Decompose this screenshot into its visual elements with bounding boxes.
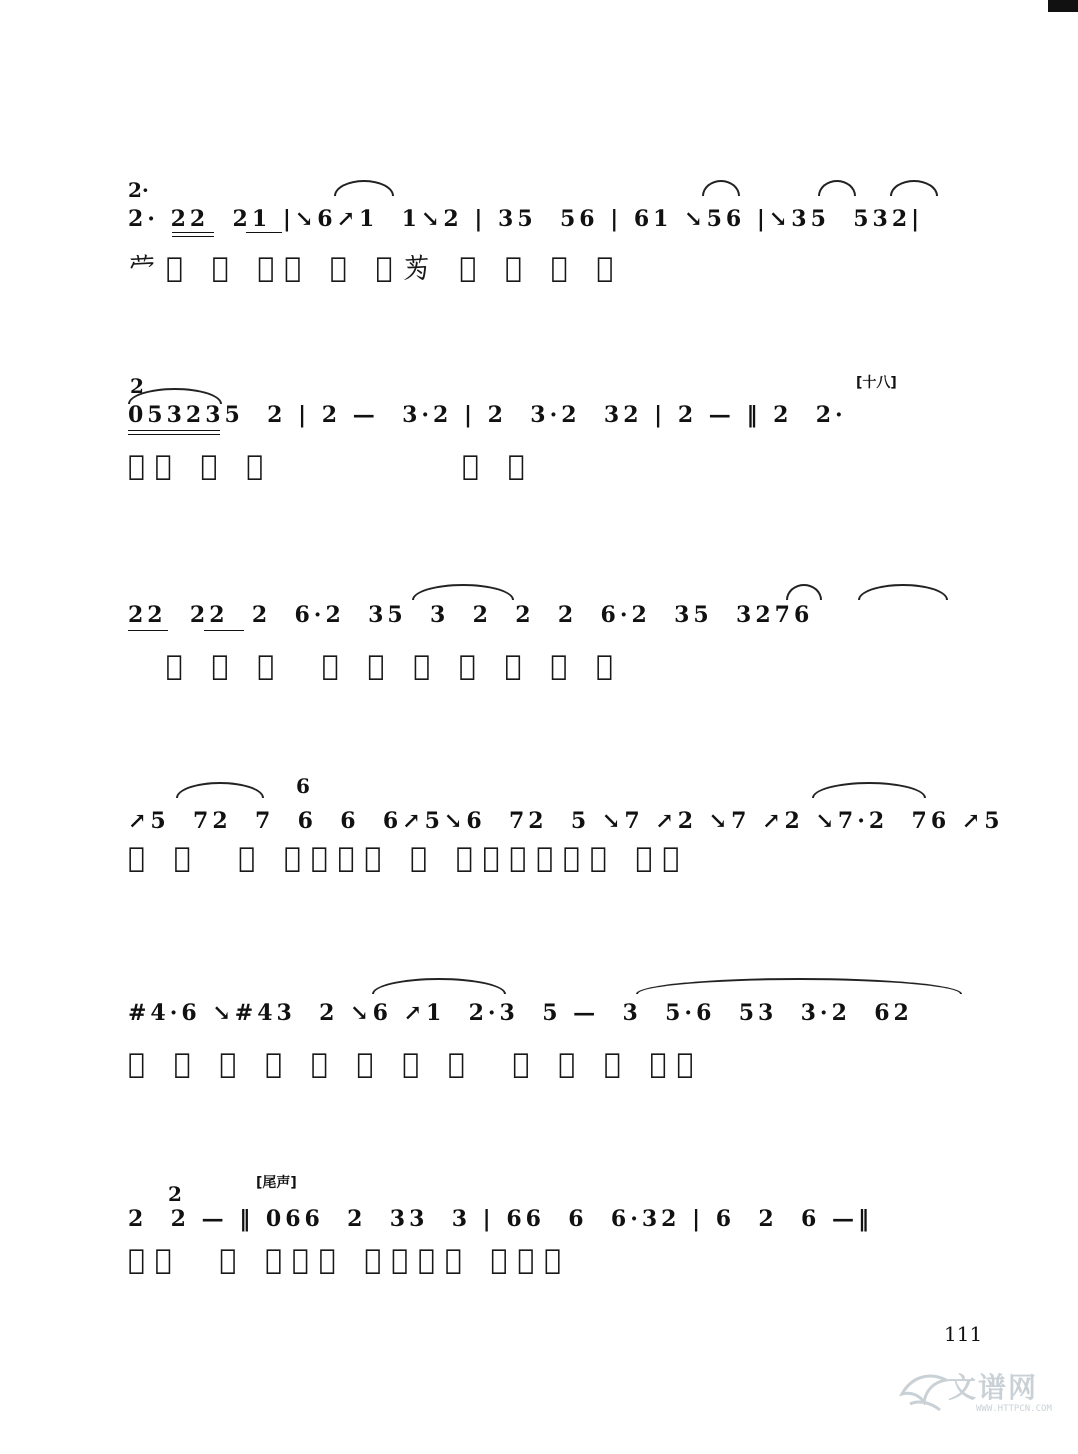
beam-line xyxy=(128,434,220,435)
stacked-note: 2 xyxy=(130,374,144,398)
stacked-note: 2 xyxy=(168,1182,182,1206)
slur-mark xyxy=(334,180,394,196)
beam-line xyxy=(172,232,214,233)
jianpu-notes: 2 2 — ‖ 066 2 33 3 | 66 6 6·32 | 6 2 6 —‖ xyxy=(128,1206,874,1232)
jianpu-notes: 22 22 2 6·2 35 3 2 2 2 6·2 35 3276 xyxy=(128,602,814,628)
notation-staff xyxy=(128,176,988,246)
page-number: 111 xyxy=(944,1322,983,1346)
beam-line xyxy=(128,430,220,431)
slur-mark xyxy=(812,782,926,798)
jianpu-notes: 2· 22 21 |↘6↗1 1↘2 | 35 56 | 61 ↘56 |↘35 532| xyxy=(128,206,924,232)
page-corner-mark xyxy=(1048,0,1078,12)
slur-mark xyxy=(372,978,506,994)
beam-line xyxy=(246,232,282,233)
slur-mark xyxy=(702,180,740,196)
slur-mark xyxy=(636,978,962,994)
notation-staff xyxy=(128,768,1004,838)
watermark-text: 文谱网 xyxy=(948,1371,1039,1404)
watermark-url: WWW.HTTPCN.COM xyxy=(976,1404,1052,1414)
jianzipu-tablature: 𫇶 𫇸 𫇹 𫇺 𫇻 𫇶 𫇸 𫇹 𫇶 𫇼 xyxy=(128,649,623,682)
jianpu-notes: ↗5 72 7 6 6 6↗5↘6 72 5 ↘7 ↗2 ↘7 ↗2 ↘7·2 76 ↗5 xyxy=(128,808,1004,834)
slur-mark xyxy=(412,584,514,600)
slur-mark xyxy=(818,180,856,196)
notation-staff xyxy=(128,968,988,1038)
notation-staff xyxy=(128,1160,988,1230)
beam-line xyxy=(204,630,244,631)
slur-mark xyxy=(858,584,948,600)
jianzipu-tablature: 𫇦𫇧 𫇨 𫇩𫇪 𫇫 𫇬𫇭 𫇮 𫇯 𫇰 𫇱 xyxy=(128,251,624,284)
bird-logo-icon xyxy=(896,1360,952,1416)
stacked-note: 2· xyxy=(128,178,149,202)
beam-line xyxy=(128,630,168,631)
beam-line xyxy=(172,236,214,237)
section-marker: [十八] xyxy=(856,375,897,391)
jianpu-notes: #4·6 ↘#43 2 ↘6 ↗1 2·3 5 — 3 5·6 53 3·2 62 xyxy=(128,1000,913,1026)
notation-staff xyxy=(128,370,988,440)
jianzipu-tablature: 𫇸 𫇽 𫇹 𫇾𫇿𫈀𫇸 𫇬 𫈁𫈂𫈃𫈂𫈃𫈄 𫇼𫈅 xyxy=(128,841,690,874)
jianzipu-tablature: 𫈆 𫇪 𫈇 𫈈 𫇸 𫈉 𫈊 𫈋 𫈌 𫈍 𫈎 𫈏𫈐 xyxy=(128,1047,704,1080)
slur-mark xyxy=(890,180,938,196)
slur-mark xyxy=(786,584,822,600)
jianzipu-tablature: 𫈑𫈒 𫈓 𫈔𫈕𫈖 𫈗𫈘𫈙𫈚 𫈌𫈛𫈜 xyxy=(128,1243,571,1276)
notation-staff xyxy=(128,570,988,640)
jianzipu-tablature: 𫇲𫇳 𫇴 𫇵 𫇶 𫇷 xyxy=(128,449,535,482)
jianpu-notes: 053235 2 | 2 — 3·2 | 2 3·2 32 | 2 — ‖ 2 2· xyxy=(128,402,847,428)
site-watermark xyxy=(896,1360,1066,1420)
stacked-note: 6 xyxy=(296,774,310,798)
section-marker: [尾声] xyxy=(256,1175,297,1191)
slur-mark xyxy=(176,782,264,798)
